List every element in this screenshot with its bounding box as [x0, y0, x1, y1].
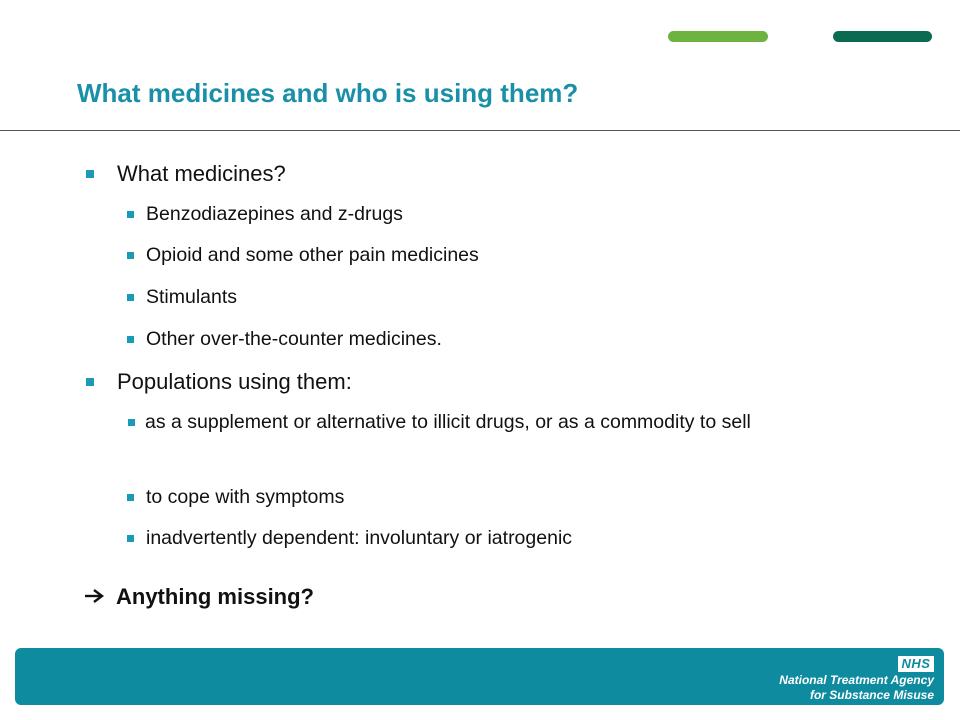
square-bullet-icon — [128, 419, 135, 426]
footer-banner — [15, 648, 944, 705]
bullet-text: Opioid and some other pain medicines — [146, 244, 479, 266]
closing-text: Anything missing? — [116, 584, 314, 609]
org-name-line1: National Treatment Agency — [779, 673, 934, 687]
square-bullet-icon — [127, 294, 134, 301]
accent-bar-green — [668, 31, 768, 42]
square-bullet-icon — [127, 336, 134, 343]
bullet-text: as a supplement or alternative to illicit drugs, or as a commodity to sell — [145, 411, 751, 433]
bullet-text: Populations using them: — [117, 369, 352, 394]
accent-bar-dark — [833, 31, 932, 42]
bullet-text: to cope with symptoms — [146, 486, 345, 508]
bullet-text: inadvertently dependent: involuntary or iatrogenic — [146, 527, 573, 549]
bullet-text: Other over-the-counter medicines. — [146, 328, 442, 350]
sub-bullet-supplement — [124, 408, 844, 436]
bullet-text: Stimulants — [146, 286, 238, 308]
square-bullet-icon — [127, 494, 134, 501]
bullet-text: What medicines? — [117, 161, 286, 186]
square-bullet-icon — [127, 252, 134, 259]
square-bullet-icon — [86, 378, 94, 386]
square-bullet-icon — [127, 211, 134, 218]
title-divider — [0, 130, 960, 131]
square-bullet-icon — [127, 535, 134, 542]
slide-title: What medicines and who is using them? — [77, 78, 579, 108]
right-arrow-icon — [84, 584, 108, 610]
square-bullet-icon — [86, 170, 94, 178]
closing-question — [84, 584, 314, 610]
bullet-text: Benzodiazepines and z-drugs — [146, 203, 403, 225]
org-name-line2: for Substance Misuse — [809, 688, 934, 702]
nhs-logo: NHS — [898, 656, 934, 672]
